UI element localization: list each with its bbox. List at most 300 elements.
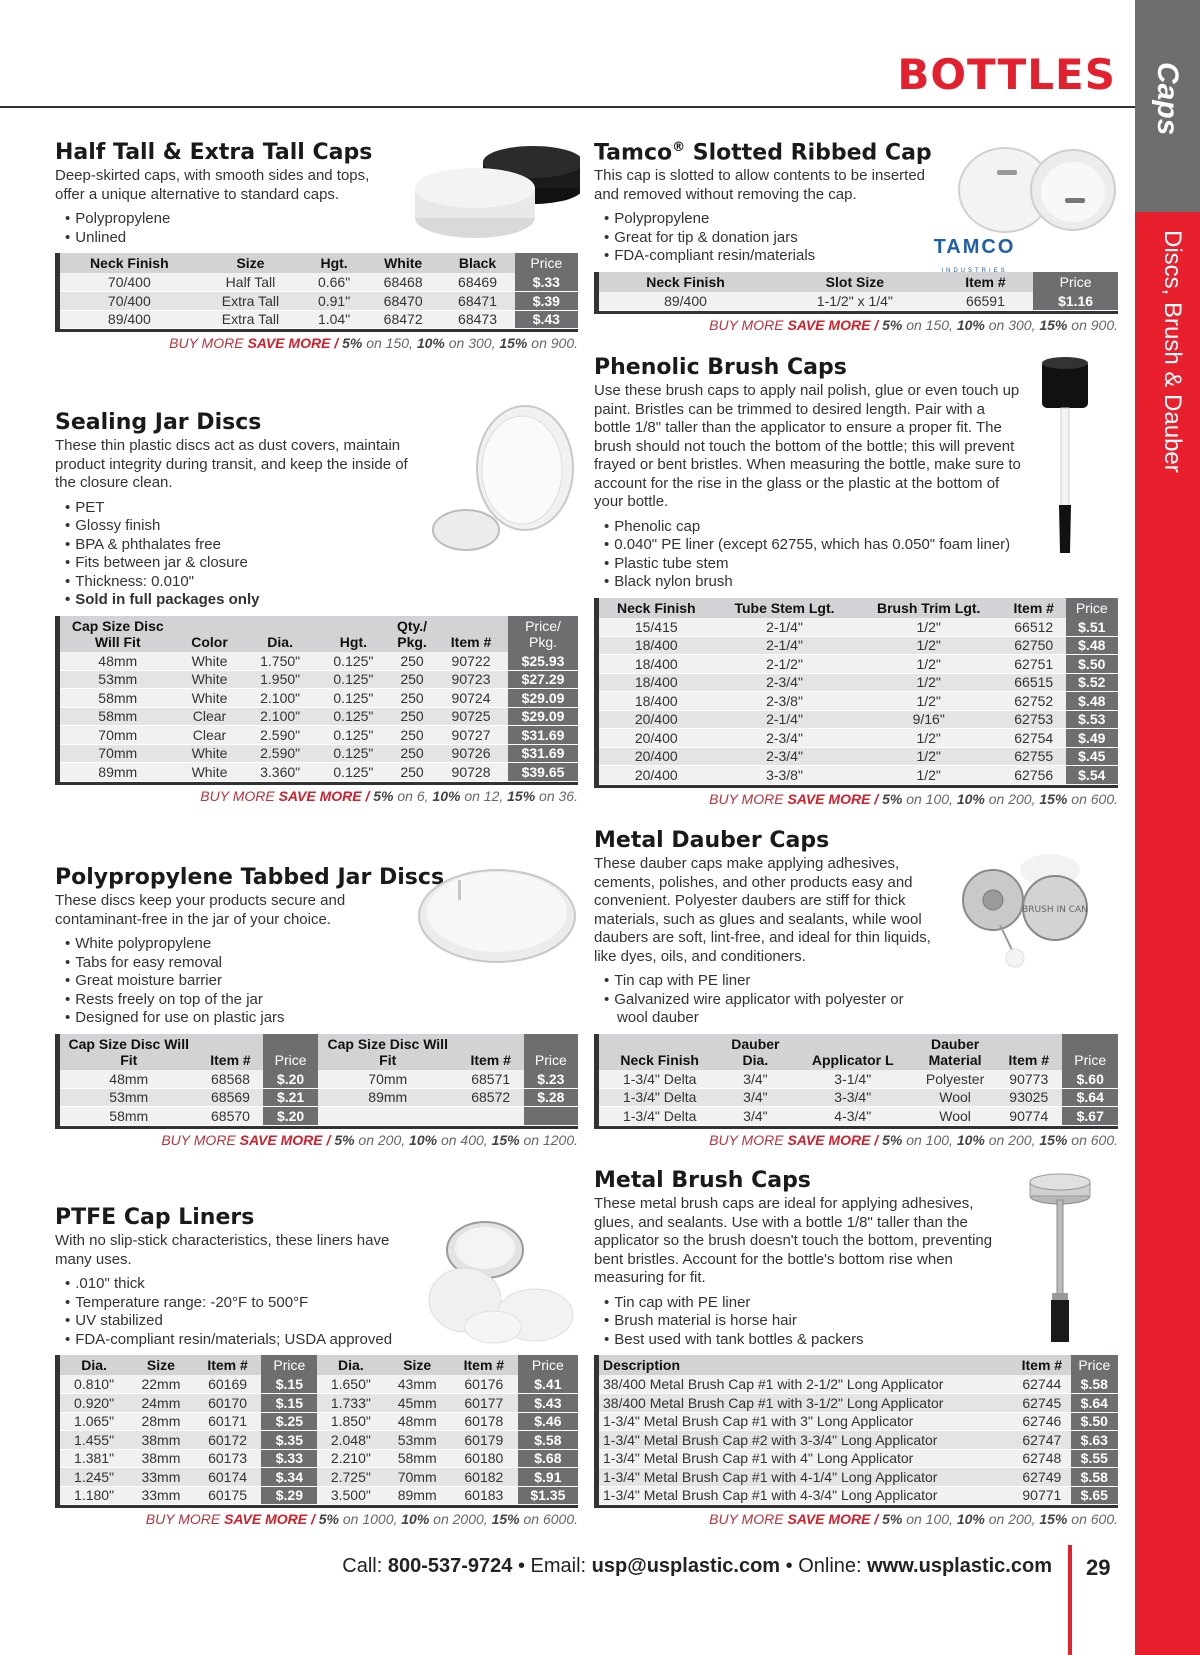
- feature-item: • Thickness: 0.010": [65, 573, 578, 592]
- table-cell: 0.125": [317, 744, 390, 763]
- price-cell: $.46: [518, 1412, 578, 1431]
- table-cell: 2-1/4": [714, 710, 856, 729]
- table-row: [58, 763, 579, 782]
- table-cell: 90726: [434, 744, 508, 763]
- table-cell: 89/400: [58, 310, 199, 329]
- table-cell: [318, 1107, 458, 1126]
- feature-item: • .010" thick: [65, 1275, 578, 1294]
- table-cell: White: [176, 670, 244, 689]
- table-cell: 62748: [1013, 1449, 1071, 1468]
- section-title: Tamco® Slotted Ribbed Cap: [594, 140, 932, 166]
- price-cell: $.91: [518, 1468, 578, 1487]
- price-table: [594, 272, 1118, 311]
- feature-list: [604, 972, 1118, 1028]
- table-row: [58, 1468, 579, 1487]
- header-divider: [0, 106, 1135, 108]
- table-row: [58, 1070, 579, 1089]
- table-cell: 1-3/4" Metal Brush Cap #1 with 3" Long Applicator: [597, 1412, 1014, 1431]
- table-cell: 38/400 Metal Brush Cap #1 with 2-1/2" Long Applicator: [597, 1375, 1014, 1394]
- online-label: • Online:: [780, 1555, 868, 1577]
- table-cell: 0.810": [58, 1375, 129, 1394]
- tamco-logo: [922, 236, 1027, 277]
- price-table: [55, 253, 578, 329]
- table-row: [58, 652, 579, 671]
- price-cell: $.34: [261, 1468, 317, 1487]
- table-row: [597, 747, 1119, 766]
- price-cell: $.52: [1066, 673, 1118, 692]
- table-cell: 70mm: [318, 1070, 458, 1089]
- table-cell: 1-3/4" Metal Brush Cap #2 with 3-3/4" Long Applicator: [597, 1431, 1014, 1450]
- price-cell: $.33: [261, 1449, 317, 1468]
- table-cell: 38mm: [128, 1449, 194, 1468]
- table-row: [597, 1412, 1119, 1431]
- table-cell: 1-1/2" x 1/4": [772, 292, 938, 311]
- table-row: [597, 1088, 1119, 1107]
- feature-item: • BPA & phthalates free: [65, 536, 578, 555]
- table-cell: 20/400: [597, 710, 714, 729]
- column-header: Item #: [198, 1034, 264, 1070]
- table-cell: 89mm: [318, 1088, 458, 1107]
- table-cell: 18/400: [597, 636, 714, 655]
- table-cell: 28mm: [128, 1412, 194, 1431]
- column-header: Hgt.: [302, 253, 366, 273]
- tamco-logo-subtext: INDUSTRIES: [941, 268, 1008, 274]
- price-cell: [524, 1107, 578, 1126]
- feature-item: • 0.040" PE liner (except 62755, which has 0.050" foam liner): [604, 536, 1118, 555]
- column-header: Cap Size Disc Will Fit: [58, 1034, 198, 1070]
- table-cell: 62745: [1013, 1394, 1071, 1413]
- table-cell: 68471: [440, 292, 514, 311]
- table-cell: 2-3/4": [714, 747, 856, 766]
- price-cell: $.64: [1062, 1088, 1118, 1107]
- table-cell: 250: [390, 726, 434, 745]
- feature-item: • Best used with tank bottles & packers: [604, 1331, 1118, 1350]
- table-cell: 58mm: [58, 689, 176, 708]
- table-row: [597, 1449, 1119, 1468]
- table-cell: 68572: [458, 1088, 524, 1107]
- table-cell: 68472: [366, 310, 440, 329]
- tamco-cap-image: [945, 140, 1120, 245]
- column-header: Neck Finish: [597, 598, 714, 618]
- column-header: Neck Finish: [58, 253, 199, 273]
- price-cell: $.21: [263, 1088, 317, 1107]
- call-label: Call:: [342, 1555, 388, 1577]
- section-description: This cap is slotted to allow contents to be inserted and removed without removing the cap.: [594, 167, 926, 203]
- feature-item: • Plastic tube stem: [604, 555, 1118, 574]
- table-cell: 1.381": [58, 1449, 129, 1468]
- price-cell: $.55: [1071, 1449, 1118, 1468]
- table-row: [597, 1107, 1119, 1126]
- table-bottom-rule: [594, 1126, 1118, 1129]
- price-cell: $.29: [261, 1486, 317, 1505]
- table-cell: 2.725": [317, 1468, 384, 1487]
- table-cell: 22mm: [128, 1375, 194, 1394]
- table-cell: 89mm: [384, 1486, 450, 1505]
- column-header: Dia.: [317, 1355, 384, 1375]
- table-cell: 45mm: [384, 1394, 450, 1413]
- table-cell: 2-1/4": [714, 618, 856, 637]
- price-cell: $.51: [1066, 618, 1118, 637]
- table-cell: 38mm: [128, 1431, 194, 1450]
- price-cell: $.48: [1066, 692, 1118, 711]
- price-cell: $31.69: [508, 726, 578, 745]
- column-header: Price: [515, 253, 578, 273]
- feature-item: • White polypropylene: [65, 935, 578, 954]
- table-cell: 90722: [434, 652, 508, 671]
- table-cell: 62751: [1002, 655, 1066, 674]
- table-cell: 4-3/4": [790, 1107, 915, 1126]
- table-cell: 70/400: [58, 292, 199, 311]
- table-cell: 66512: [1002, 618, 1066, 637]
- table-cell: 250: [390, 763, 434, 782]
- feature-item: • Tin cap with PE liner: [604, 1294, 1118, 1313]
- table-cell: 2-3/4": [714, 673, 856, 692]
- table-cell: 3-3/8": [714, 766, 856, 785]
- table-cell: 24mm: [128, 1394, 194, 1413]
- feature-item: • Designed for use on plastic jars: [65, 1009, 578, 1028]
- feature-item-continued: wool dauber: [617, 1009, 699, 1026]
- price-cell: $29.09: [508, 689, 578, 708]
- table-cell: 1-3/4" Metal Brush Cap #1 with 4-1/4" Long Applicator: [597, 1468, 1014, 1487]
- table-row: [597, 1486, 1119, 1505]
- table-row: [597, 1394, 1119, 1413]
- table-cell: 90724: [434, 689, 508, 708]
- table-cell: 62754: [1002, 729, 1066, 748]
- price-cell: $.58: [1071, 1468, 1118, 1487]
- column-header: Size: [128, 1355, 194, 1375]
- column-header: Item #: [1013, 1355, 1071, 1375]
- price-cell: $27.29: [508, 670, 578, 689]
- column-header: Black: [440, 253, 514, 273]
- table-cell: Wool: [915, 1107, 995, 1126]
- table-cell: 3.360": [244, 763, 317, 782]
- table-cell: 93025: [995, 1088, 1062, 1107]
- table-row: [58, 310, 579, 329]
- price-cell: $.67: [1062, 1107, 1118, 1126]
- feature-item: • Polypropylene: [604, 210, 1118, 229]
- table-row: [58, 1375, 579, 1394]
- phone-number[interactable]: 800-537-9724: [387, 1555, 513, 1577]
- table-row: [597, 618, 1119, 637]
- table-cell: 0.66": [302, 273, 366, 292]
- column-header: Item #: [995, 1034, 1062, 1070]
- feature-item: • Polypropylene: [65, 210, 578, 229]
- table-cell: [458, 1107, 524, 1126]
- table-cell: 68473: [440, 310, 514, 329]
- table-cell: 90774: [995, 1107, 1062, 1126]
- table-row: [597, 1070, 1119, 1089]
- section-title: Polypropylene Tabbed Jar Discs: [55, 865, 445, 890]
- table-cell: 43mm: [384, 1375, 450, 1394]
- contact-footer: [342, 1555, 1052, 1578]
- price-cell: $.43: [518, 1394, 578, 1413]
- column-header: Applicator L: [790, 1034, 915, 1070]
- price-cell: $.43: [515, 310, 578, 329]
- table-cell: 0.125": [317, 689, 390, 708]
- volume-discount-note: BUY MORE SAVE MORE / 5% on 100, 10% on 200, 15% on 600.: [709, 1131, 1118, 1148]
- table-cell: 1/2": [856, 655, 1002, 674]
- table-row: [597, 655, 1119, 674]
- column-header: Neck Finish: [597, 1034, 721, 1070]
- table-cell: 58mm: [58, 707, 176, 726]
- table-bottom-rule: [55, 1126, 578, 1129]
- table-cell: 68469: [440, 273, 514, 292]
- volume-discount-note: BUY MORE SAVE MORE / 5% on 200, 10% on 400, 15% on 1200.: [161, 1131, 578, 1148]
- feature-item: • Tabs for easy removal: [65, 954, 578, 973]
- price-cell: $.68: [518, 1449, 578, 1468]
- column-header: Dia.: [244, 616, 317, 652]
- table-cell: 60175: [194, 1486, 262, 1505]
- table-cell: 1-3/4" Delta: [597, 1070, 721, 1089]
- table-cell: 2-1/2": [714, 655, 856, 674]
- feature-item: • Phenolic cap: [604, 518, 1118, 537]
- table-cell: 3-1/4": [790, 1070, 915, 1089]
- column-header: Price: [1062, 1034, 1118, 1070]
- price-cell: $25.93: [508, 652, 578, 671]
- sealing-disc-image: [430, 400, 580, 560]
- table-cell: 58mm: [58, 1107, 198, 1126]
- table-cell: 1.850": [317, 1412, 384, 1431]
- table-row: [58, 726, 579, 745]
- column-header: Hgt.: [317, 616, 390, 652]
- section-title: PTFE Cap Liners: [55, 1205, 255, 1230]
- table-cell: 250: [390, 689, 434, 708]
- table-cell: 2.100": [244, 707, 317, 726]
- table-cell: 1.065": [58, 1412, 129, 1431]
- table-cell: 0.125": [317, 763, 390, 782]
- price-cell: $.58: [1071, 1375, 1118, 1394]
- table-cell: Wool: [915, 1088, 995, 1107]
- table-row: [597, 1468, 1119, 1487]
- table-cell: 2-1/4": [714, 636, 856, 655]
- table-cell: 1.180": [58, 1486, 129, 1505]
- table-bottom-rule: [55, 1505, 578, 1508]
- table-cell: White: [176, 744, 244, 763]
- table-cell: 1.733": [317, 1394, 384, 1413]
- table-bottom-rule: [594, 1505, 1118, 1508]
- table-cell: 48mm: [58, 652, 176, 671]
- table-cell: Polyester: [915, 1070, 995, 1089]
- feature-item: • UV stabilized: [65, 1312, 578, 1331]
- table-cell: 62750: [1002, 636, 1066, 655]
- column-header: Item #: [458, 1034, 524, 1070]
- table-cell: 70mm: [58, 726, 176, 745]
- table-cell: 53mm: [384, 1431, 450, 1450]
- metal-brush-image: [1020, 1168, 1100, 1348]
- dauber-cap-stamp: BRUSH IN CAN: [1022, 905, 1088, 915]
- table-cell: 1.455": [58, 1431, 129, 1450]
- table-row: [597, 292, 1119, 311]
- table-cell: 70mm: [58, 744, 176, 763]
- volume-discount-note: BUY MORE SAVE MORE / 5% on 100, 10% on 200, 15% on 600.: [709, 790, 1118, 807]
- table-cell: 60179: [450, 1431, 518, 1450]
- price-cell: $.33: [515, 273, 578, 292]
- table-row: [58, 1394, 579, 1413]
- price-table: [594, 1355, 1118, 1505]
- price-cell: $.60: [1062, 1070, 1118, 1089]
- table-cell: 60177: [450, 1394, 518, 1413]
- feature-item: • FDA-compliant resin/materials; USDA approved: [65, 1331, 578, 1350]
- price-cell: $.50: [1071, 1412, 1118, 1431]
- table-cell: 90728: [434, 763, 508, 782]
- table-cell: 68569: [198, 1088, 264, 1107]
- volume-discount-note: BUY MORE SAVE MORE / 5% on 100, 10% on 200, 15% on 600.: [709, 1511, 1118, 1527]
- price-cell: $.48: [1066, 636, 1118, 655]
- table-cell: 70mm: [384, 1468, 450, 1487]
- feature-item: • Tin cap with PE liner: [604, 972, 1118, 991]
- table-row: [597, 692, 1119, 711]
- price-cell: $.39: [515, 292, 578, 311]
- table-cell: 0.125": [317, 726, 390, 745]
- table-cell: 62746: [1013, 1412, 1071, 1431]
- table-cell: Clear: [176, 726, 244, 745]
- column-header: Tube Stem Lgt.: [714, 598, 856, 618]
- table-cell: 250: [390, 652, 434, 671]
- column-header: Dauber Dia.: [720, 1034, 790, 1070]
- price-cell: $.15: [261, 1394, 317, 1413]
- column-header: Dauber Material: [915, 1034, 995, 1070]
- table-bottom-rule: [594, 785, 1118, 788]
- table-cell: 90725: [434, 707, 508, 726]
- column-header: Item #: [1002, 598, 1066, 618]
- table-cell: 68470: [366, 292, 440, 311]
- price-cell: $.54: [1066, 766, 1118, 785]
- feature-item: • Fits between jar & closure: [65, 554, 578, 573]
- table-row: [597, 766, 1119, 785]
- price-cell: $.28: [524, 1088, 578, 1107]
- table-row: [58, 292, 579, 311]
- column-header: Price/ Pkg.: [508, 616, 578, 652]
- column-header: Price: [1071, 1355, 1118, 1375]
- price-cell: $.35: [261, 1431, 317, 1450]
- table-cell: White: [176, 652, 244, 671]
- website-link[interactable]: www.usplastic.com: [867, 1555, 1052, 1577]
- table-cell: 1/2": [856, 766, 1002, 785]
- table-bottom-rule: [55, 782, 578, 785]
- table-cell: 68568: [198, 1070, 264, 1089]
- table-cell: 90723: [434, 670, 508, 689]
- table-cell: 60176: [450, 1375, 518, 1394]
- column-header: Price: [1033, 272, 1118, 292]
- table-cell: 3/4": [720, 1088, 790, 1107]
- table-cell: Clear: [176, 707, 244, 726]
- price-cell: $.65: [1071, 1486, 1118, 1505]
- table-cell: 62753: [1002, 710, 1066, 729]
- price-cell: $.25: [261, 1412, 317, 1431]
- column-header: Qty./ Pkg.: [390, 616, 434, 652]
- volume-discount-note: BUY MORE SAVE MORE / 5% on 150, 10% on 300, 15% on 900.: [169, 335, 578, 351]
- feature-item: • Rests freely on top of the jar: [65, 991, 578, 1010]
- table-row: [597, 1431, 1119, 1450]
- table-cell: 33mm: [128, 1486, 194, 1505]
- price-cell: $.45: [1066, 747, 1118, 766]
- table-cell: 58mm: [384, 1449, 450, 1468]
- column-header: Price: [1066, 598, 1118, 618]
- table-cell: 18/400: [597, 655, 714, 674]
- table-cell: 60182: [450, 1468, 518, 1487]
- email-link[interactable]: usp@usplastic.com: [591, 1555, 781, 1577]
- column-header: Neck Finish: [597, 272, 773, 292]
- table-cell: 62749: [1013, 1468, 1071, 1487]
- table-cell: 70/400: [58, 273, 199, 292]
- feature-item: • Glossy finish: [65, 517, 578, 536]
- price-cell: $.53: [1066, 710, 1118, 729]
- table-cell: 1-3/4" Delta: [597, 1107, 721, 1126]
- half-tall-caps-image: [405, 140, 580, 255]
- table-cell: 53mm: [58, 670, 176, 689]
- table-cell: 90773: [995, 1070, 1062, 1089]
- table-cell: White: [176, 763, 244, 782]
- price-cell: $.23: [524, 1070, 578, 1089]
- feature-item: • Black nylon brush: [604, 573, 1118, 592]
- table-cell: 20/400: [597, 729, 714, 748]
- column-header: Size: [384, 1355, 450, 1375]
- price-cell: $39.65: [508, 763, 578, 782]
- table-row: [58, 670, 579, 689]
- table-row: [597, 1375, 1119, 1394]
- feature-item: • Brush material is horse hair: [604, 1312, 1118, 1331]
- feature-item: • Great for tip & donation jars: [604, 229, 1118, 248]
- table-cell: 90771: [1013, 1486, 1071, 1505]
- table-cell: 38/400 Metal Brush Cap #1 with 3-1/2" Long Applicator: [597, 1394, 1014, 1413]
- price-cell: $1.35: [518, 1486, 578, 1505]
- table-cell: 2.100": [244, 689, 317, 708]
- table-row: [597, 729, 1119, 748]
- price-table: [594, 1034, 1118, 1126]
- table-row: [58, 1088, 579, 1107]
- section-description: These metal brush caps are ideal for applying adhesives, glues, and sealants. Use with a bottle 1/8" taller than the applicator so the brush doesn't touch the bottom, preventing bent bristles. Account for the bottle's bottom rise when measuring for fit.: [594, 1195, 993, 1286]
- section-title: Sealing Jar Discs: [55, 410, 262, 435]
- table-cell: 2.590": [244, 744, 317, 763]
- price-cell: $.58: [518, 1431, 578, 1450]
- column-header: Color: [176, 616, 244, 652]
- table-cell: 20/400: [597, 747, 714, 766]
- table-row: [58, 1412, 579, 1431]
- column-header: Price: [518, 1355, 578, 1375]
- section-title: Half Tall & Extra Tall Caps: [55, 140, 373, 165]
- page-number: 29: [1086, 1555, 1111, 1580]
- table-row: [58, 273, 579, 292]
- table-cell: 62756: [1002, 766, 1066, 785]
- table-row: [597, 710, 1119, 729]
- table-cell: 1/2": [856, 618, 1002, 637]
- column-header: Description: [597, 1355, 1014, 1375]
- table-cell: 1.950": [244, 670, 317, 689]
- table-cell: 60174: [194, 1468, 262, 1487]
- table-row: [58, 1486, 579, 1505]
- table-cell: 0.91": [302, 292, 366, 311]
- feature-item: • PET: [65, 499, 578, 518]
- price-cell: $.15: [261, 1375, 317, 1394]
- feature-item: • Unlined: [65, 229, 578, 248]
- table-cell: 60172: [194, 1431, 262, 1450]
- table-cell: 1.04": [302, 310, 366, 329]
- price-cell: $31.69: [508, 744, 578, 763]
- price-cell: $29.09: [508, 707, 578, 726]
- table-cell: 68571: [458, 1070, 524, 1089]
- table-cell: 53mm: [58, 1088, 198, 1107]
- feature-item: • FDA-compliant resin/materials: [604, 247, 1118, 266]
- feature-item: • Galvanized wire applicator with polyester or: [604, 991, 1118, 1010]
- table-row: [58, 1449, 579, 1468]
- table-cell: 62747: [1013, 1431, 1071, 1450]
- price-cell: $1.16: [1033, 292, 1118, 311]
- column-header: Item #: [434, 616, 508, 652]
- table-row: [58, 1107, 579, 1126]
- table-bottom-rule: [594, 311, 1118, 314]
- table-cell: 3-3/4": [790, 1088, 915, 1107]
- table-cell: 0.125": [317, 652, 390, 671]
